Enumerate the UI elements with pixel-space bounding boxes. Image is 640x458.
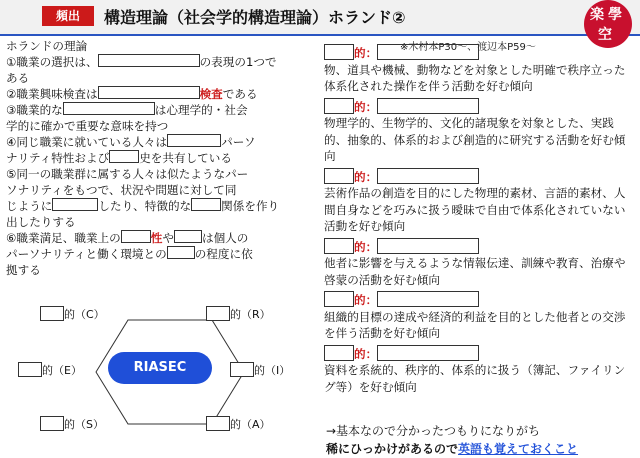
type-heading: 的： bbox=[324, 291, 636, 309]
type-heading: 的： bbox=[324, 168, 636, 186]
item-6-cont2: 拠する bbox=[6, 263, 41, 277]
item-1: ①職業の選択は、 の表現の1つで bbox=[6, 55, 277, 69]
blank-box bbox=[40, 306, 64, 321]
blank-box bbox=[206, 416, 230, 431]
type-desc-1: 物、道具や機械、動物などを対象とした明確で秩序立った体系化された操作を伴う活動を好む傾向 bbox=[324, 62, 626, 93]
type-desc-5: 組織的目標の達成や経済的利益を目的とした他者との交渉を伴う活動を好む傾向 bbox=[324, 309, 626, 340]
hex-label-e: 的（E） bbox=[18, 362, 82, 378]
logo-char-3: 空 bbox=[598, 27, 612, 43]
hex-label-s: 的（S） bbox=[40, 416, 104, 432]
type-desc-3: 芸術作品の創造を目的にした物理的素材、言語的素材、人間自身などを巧みに扱う曖昧で自由で体系化されていない活動を好む傾向 bbox=[324, 186, 626, 233]
type-heading: 的： bbox=[324, 238, 636, 256]
holland-theory-text bbox=[6, 38, 318, 278]
blank-box bbox=[98, 54, 200, 67]
blank-box bbox=[40, 416, 64, 431]
item-6-cont: パーソナリティと働く環境との の程度に依 bbox=[6, 247, 253, 261]
type-desc-4: 他者に影響を与えるような情報伝達、訓練や教育、治療や啓蒙の活動を好む傾向 bbox=[324, 256, 626, 287]
blank-box bbox=[98, 86, 200, 99]
note-line-2: 稀にひっかけがあるので英語も覚えておくこと bbox=[326, 442, 579, 456]
blank-box bbox=[230, 362, 254, 377]
brand-logo bbox=[584, 0, 632, 48]
item-5: ⑤同一の職業群に属する人々は似たようなパー bbox=[6, 167, 249, 181]
hex-label-c: 的（C） bbox=[40, 306, 105, 322]
type-heading: 的： bbox=[324, 44, 636, 62]
frequent-tag: 頻出 bbox=[42, 6, 94, 26]
blank-box bbox=[109, 150, 139, 163]
blank-box bbox=[167, 134, 221, 147]
type-desc-6: 資料を系統的、秩序的、体系的に扱う（簿記、ファイリング等）を好む傾向 bbox=[324, 363, 626, 394]
type-descriptions bbox=[324, 44, 636, 395]
logo-char-2: 學 bbox=[608, 7, 622, 23]
reference-note: ※木村本P30～、渡辺本P59～ bbox=[400, 42, 536, 53]
blank-box bbox=[121, 230, 151, 243]
type-heading: 的： bbox=[324, 345, 636, 363]
hex-label-a: 的（A） bbox=[206, 416, 271, 432]
type-desc-2: 物理学的、生物学的、文化的諸現象を対象とした、実践的、抽象的、体系的および創造的に研究する活動を好む傾向 bbox=[324, 116, 626, 163]
item-3: ③職業的な は心理学的・社会 bbox=[6, 103, 248, 117]
blank-box bbox=[174, 230, 202, 243]
item-4-cont: ナリティ特性および 史を共有している bbox=[6, 151, 232, 165]
page-title: 構造理論（社会学的構造理論）ホランド② bbox=[104, 8, 406, 27]
theory-heading: ホランドの理論 bbox=[6, 39, 88, 53]
type-heading: 的： bbox=[324, 98, 636, 116]
item-5-cont: ソナリティをもつで、状況や問題に対して同 bbox=[6, 183, 237, 197]
item-4: ④同じ職業に就いている人々は パーソ bbox=[6, 135, 256, 149]
item-5-cont3: 出したりする bbox=[6, 215, 76, 229]
hex-label-r: 的（R） bbox=[206, 306, 271, 322]
riasec-label: RIASEC bbox=[108, 352, 212, 384]
blank-box bbox=[18, 362, 42, 377]
blank-box bbox=[52, 198, 98, 211]
hex-label-i: 的（I） bbox=[230, 362, 290, 378]
blank-box bbox=[191, 198, 221, 211]
blank-box bbox=[167, 246, 195, 259]
blank-box bbox=[206, 306, 230, 321]
item-3-cont: 学的に確かで重要な意味を持つ bbox=[6, 119, 169, 133]
item-1-cont: ある bbox=[6, 71, 30, 85]
blank-box bbox=[63, 102, 155, 115]
item-5-cont2: じように したり、特徴的な 関係を作り bbox=[6, 199, 280, 213]
logo-char-1: 楽 bbox=[590, 7, 604, 23]
item-6: ⑥職業満足、職業上の 性や は個人の bbox=[6, 231, 249, 245]
note-line-1: →基本なので分かったつもりになりがち bbox=[326, 424, 541, 438]
item-2: ②職業興味検査は 検査である bbox=[6, 87, 258, 101]
